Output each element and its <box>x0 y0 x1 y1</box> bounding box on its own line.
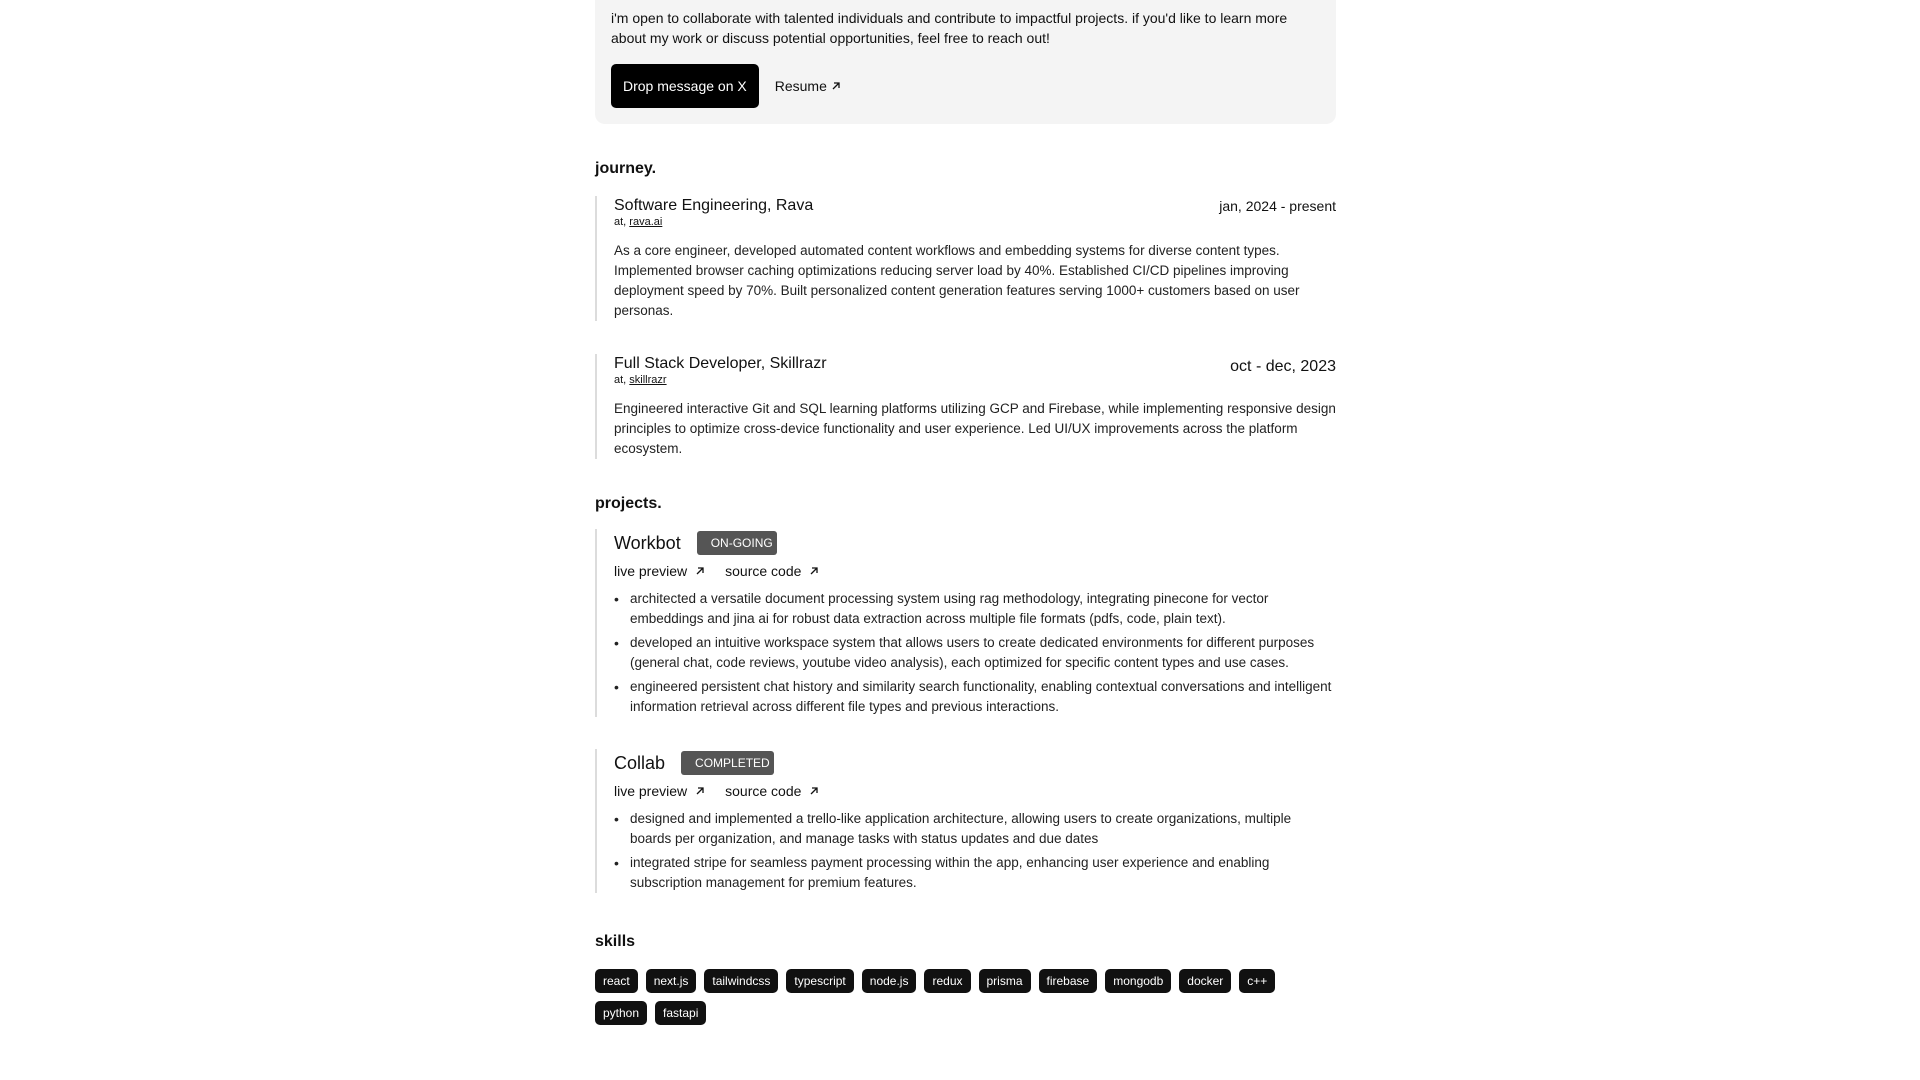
job-entry <box>595 354 1336 459</box>
skills-list <box>595 969 1336 1033</box>
project-bullets <box>614 809 1336 893</box>
project-name: Collab <box>614 752 666 773</box>
arrow-up-right-icon <box>695 566 705 576</box>
job-description: As a core engineer, developed automated content workflows and embedding systems for diverse content types. Implemented browser caching optimizations reducing server load by 40%. Established CI/CD pipelines improving deployment speed by 70%. Built personalized content generation features serving 1000+ customers based on user personas. <box>614 243 1300 318</box>
project-bullets <box>614 589 1336 717</box>
arrow-up-right-icon <box>809 786 819 796</box>
project-header <box>614 749 1336 777</box>
list-item: • architected a versatile document processing system using rag methodology, integrating pinecone for vector embeddings and jina ai for robust data extraction across multiple file formats (pdfs, code, plain text). <box>614 589 1336 629</box>
project-links <box>614 563 1336 579</box>
list-item: • developed an intuitive workspace system that allows users to create dedicated environments for different purposes (general chat, code reviews, youtube video analysis), each optimized for specific content types and use cases. <box>614 633 1336 673</box>
skill-chip: docker <box>1179 969 1231 993</box>
list-item: • integrated stripe for seamless payment processing within the app, enhancing user experience and enabling subscription management for premium features. <box>614 853 1336 893</box>
project-card <box>595 529 1336 717</box>
arrow-up-right-icon <box>809 566 819 576</box>
job-date: oct - dec, 2023 <box>1230 358 1336 375</box>
source-code-label: source code <box>725 563 802 579</box>
job-company <box>614 216 1336 228</box>
live-preview-link[interactable] <box>614 783 705 799</box>
skill-chip: node.js <box>862 969 917 993</box>
contact-card <box>595 0 1336 124</box>
live-preview-label: live preview <box>614 783 688 799</box>
skill-chip: typescript <box>786 969 853 993</box>
live-preview-link[interactable] <box>614 563 705 579</box>
project-name: Workbot <box>614 532 681 553</box>
projects-heading: projects. <box>595 495 662 512</box>
status-badge: COMPLETED <box>681 751 774 775</box>
resume-link[interactable] <box>775 78 841 94</box>
source-code-label: source code <box>725 783 802 799</box>
contact-text: i'm open to collaborate with talented individuals and contribute to impactful projects. if you'd like to learn more about my work or discuss potential opportunities, feel free to reach out! <box>611 10 1288 46</box>
skills-heading: skills <box>595 933 636 950</box>
source-code-link[interactable] <box>725 783 819 799</box>
job-role: Full Stack Developer, Skillrazr <box>614 355 827 372</box>
list-item: • designed and implemented a trello-like application architecture, allowing users to create organizations, multiple boards per organization, and manage tasks with status updates and due dates <box>614 809 1336 849</box>
company-link-skillrazr[interactable]: skillrazr <box>629 374 667 386</box>
skill-chip: python <box>595 1001 647 1025</box>
job-date: jan, 2024 - present <box>1219 198 1336 214</box>
skill-chip: tailwindcss <box>704 969 778 993</box>
company-link-rava[interactable]: rava.ai <box>629 216 663 228</box>
skill-chip: firebase <box>1039 969 1098 993</box>
project-links <box>614 783 1336 799</box>
project-card <box>595 749 1336 893</box>
at-prefix: at, <box>614 216 627 228</box>
drop-message-button[interactable]: Drop message on X <box>611 64 759 108</box>
at-prefix: at, <box>614 374 627 386</box>
live-preview-label: live preview <box>614 563 688 579</box>
status-badge: ON-GOING <box>697 531 777 555</box>
skill-chip: redux <box>924 969 970 993</box>
skill-chip: next.js <box>646 969 697 993</box>
list-item: • engineered persistent chat history and similarity search functionality, enabling contextual conversations and intelligent information retrieval across different file types and previous interactions. <box>614 677 1336 717</box>
journey-heading: journey. <box>595 160 657 177</box>
skill-chip: c++ <box>1239 969 1275 993</box>
job-company <box>614 374 1336 386</box>
skill-chip: mongodb <box>1105 969 1171 993</box>
skill-chip: prisma <box>979 969 1031 993</box>
source-code-link[interactable] <box>725 563 819 579</box>
job-description: Engineered interactive Git and SQL learning platforms utilizing GCP and Firebase, while implementing responsive design principles to optimize cross-device functionality and user experience. Led UI/UX improvements across the platform ecosystem. <box>614 401 1336 456</box>
content-column <box>595 0 1336 1033</box>
project-header <box>614 529 1336 557</box>
resume-link-label: Resume <box>774 78 827 94</box>
contact-actions <box>611 64 1320 108</box>
arrow-up-right-icon <box>695 786 705 796</box>
skill-chip: fastapi <box>655 1001 706 1025</box>
skill-chip: react <box>595 969 638 993</box>
arrow-up-right-icon <box>831 81 841 91</box>
job-entry <box>595 196 1336 321</box>
job-role: Software Engineering, Rava <box>614 197 814 214</box>
